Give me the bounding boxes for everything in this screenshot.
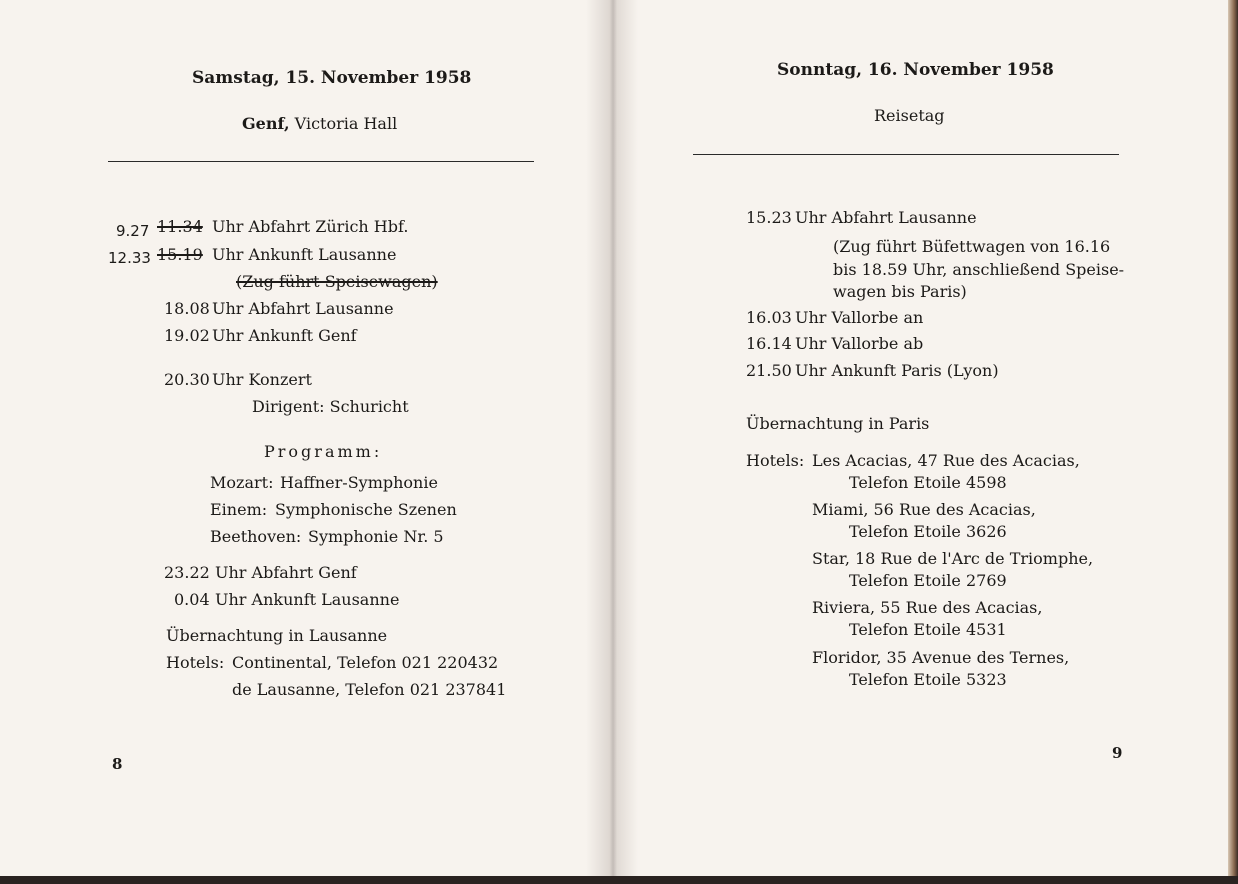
r-schedule-time-1: 15.23 [746,208,792,227]
r-note-line-2: bis 18.59 Uhr, anschließend Speise- [833,260,1125,279]
schedule-time-5: 23.22 [164,563,210,582]
r-note-line-1: (Zug führt Büfettwagen von 16.16 [833,237,1111,256]
r-schedule-time-3: 16.14 [746,334,792,353]
book-edge [1228,0,1238,884]
right-date-heading: Sonntag, 16. November 1958 [777,60,1054,80]
r-hotel-phone-5: Telefon Etoile 5323 [849,670,1007,689]
left-location [242,114,397,134]
left-page [0,0,612,878]
r-hotel-name-2: Miami, 56 Rue des Acacias, [812,500,1036,519]
program-composer-3: Beethoven: [210,527,302,546]
schedule-time-4: 19.02 [164,326,210,345]
r-schedule-text-1: Uhr Abfahrt Lausanne [795,208,977,227]
r-hotel-name-4: Riviera, 55 Rue des Acacias, [812,598,1043,617]
r-schedule-time-4: 21.50 [746,361,792,380]
schedule-text-3: Uhr Abfahrt Lausanne [212,299,394,318]
page-number-right: 9 [1112,744,1123,762]
overnight-lausanne: Übernachtung in Lausanne [166,626,388,645]
struck-dining-note: (Zug führt Speisewagen) [236,272,438,291]
program-composer-1: Mozart: [210,473,274,492]
r-hotel-phone-1: Telefon Etoile 4598 [849,473,1007,492]
right-divider [693,154,1119,155]
r-hotels-label: Hotels: [746,451,805,470]
r-schedule-text-4: Uhr Ankunft Paris (Lyon) [795,361,999,380]
left-divider [108,161,534,162]
schedule-time-corrected-2: 12.33 [108,249,151,267]
overnight-paris: Übernachtung in Paris [746,414,930,433]
conductor: Dirigent: Schuricht [252,397,409,416]
r-hotel-phone-3: Telefon Etoile 2769 [849,571,1007,590]
r-schedule-text-2: Uhr Vallorbe an [795,308,924,327]
schedule-time-6: 0.04 [174,590,210,609]
hotel-1: Continental, Telefon 021 220432 [232,653,499,672]
r-note-line-3: wagen bis Paris) [833,282,967,301]
schedule-text-5: Uhr Abfahrt Genf [215,563,357,582]
r-hotel-name-3: Star, 18 Rue de l'Arc de Triomphe, [812,549,1094,568]
schedule-time-struck-2: 15.19 [157,245,203,264]
right-page [612,0,1232,878]
left-venue: Victoria Hall [294,114,398,133]
program-work-2: Symphonische Szenen [275,500,457,519]
page-number-left: 8 [112,755,123,773]
left-date-heading: Samstag, 15. November 1958 [192,68,472,88]
hotel-2: de Lausanne, Telefon 021 237841 [232,680,507,699]
r-schedule-text-3: Uhr Vallorbe ab [795,334,924,353]
schedule-time-3: 18.08 [164,299,210,318]
r-hotel-phone-2: Telefon Etoile 3626 [849,522,1007,541]
schedule-text-1: Uhr Abfahrt Zürich Hbf. [212,217,409,236]
schedule-text-6: Uhr Ankunft Lausanne [215,590,400,609]
program-heading: Programm: [264,442,383,461]
schedule-text-2: Uhr Ankunft Lausanne [212,245,397,264]
program-composer-2: Einem: [210,500,268,519]
schedule-text-4: Uhr Ankunft Genf [212,326,357,345]
right-subtitle: Reisetag [874,106,945,125]
left-city: Genf, [242,114,290,133]
program-work-3: Symphonie Nr. 5 [308,527,444,546]
r-hotel-phone-4: Telefon Etoile 4531 [849,620,1007,639]
r-schedule-time-2: 16.03 [746,308,792,327]
schedule-time-struck-1: 11.34 [157,217,203,236]
program-work-1: Haffner-Symphonie [280,473,438,492]
book-bottom-edge [0,876,1238,884]
schedule-time-corrected-1: 9.27 [116,222,150,240]
concert-time: 20.30 [164,370,210,389]
hotels-label: Hotels: [166,653,225,672]
r-hotel-name-1: Les Acacias, 47 Rue des Acacias, [812,451,1080,470]
r-hotel-name-5: Floridor, 35 Avenue des Ternes, [812,648,1070,667]
concert-label: Uhr Konzert [212,370,312,389]
